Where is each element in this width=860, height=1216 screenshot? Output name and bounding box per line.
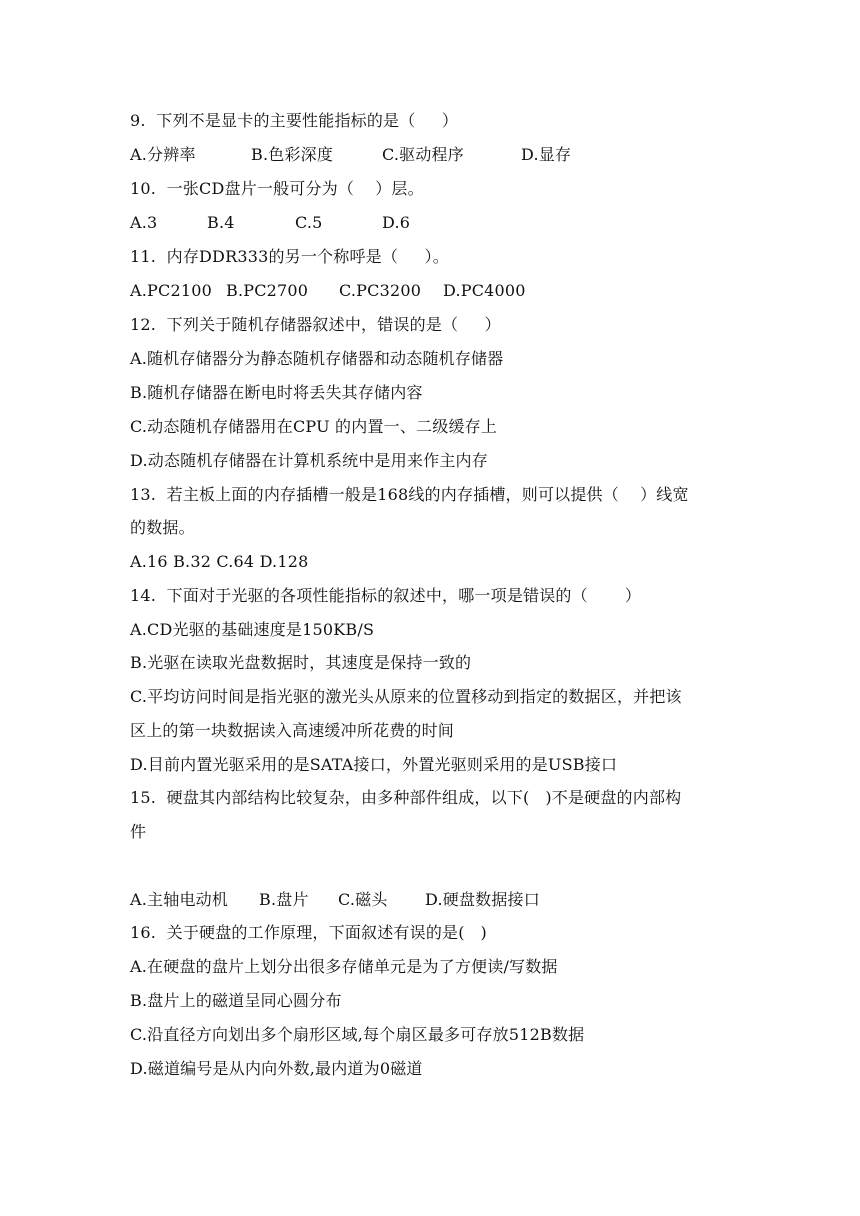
question-9-option-c: C.驱动程序 xyxy=(382,145,464,164)
question-14-option-d: D.目前内置光驱采用的是SATA接口，外置光驱则采用的是USB接口 xyxy=(130,755,618,774)
question-10-option-b: B.4 xyxy=(207,213,235,232)
question-12-option-d: D.动态随机存储器在计算机系统中是用来作主内存 xyxy=(130,451,488,470)
question-10-stem: 10. 一张CD盘片一般可分为（ ）层。 xyxy=(130,179,424,198)
question-9-option-d: D.显存 xyxy=(521,145,572,164)
question-16-stem: 16. 关于硬盘的工作原理，下面叙述有误的是( ) xyxy=(130,923,487,942)
question-11-option-d: D.PC4000 xyxy=(443,281,526,300)
question-16-option-d: D.磁道编号是从内向外数,最内道为0磁道 xyxy=(130,1059,423,1078)
question-14-option-b: B.光驱在读取光盘数据时，其速度是保持一致的 xyxy=(130,653,472,672)
question-15-stem-line-1: 15. 硬盘其内部结构比较复杂，由多种部件组成，以下( )不是硬盘的内部构 xyxy=(130,788,682,807)
question-14-stem: 14. 下面对于光驱的各项性能指标的叙述中，哪一项是错误的（ ） xyxy=(130,586,642,605)
question-15-option-c: C.磁头 xyxy=(338,890,388,909)
question-11-option-c: C.PC3200 xyxy=(339,281,422,300)
question-14-option-a: A.CD光驱的基础速度是150KB/S xyxy=(130,620,375,639)
question-9-stem: 9. 下列不是显卡的主要性能指标的是（ ） xyxy=(130,111,459,130)
question-12-option-b: B.随机存储器在断电时将丢失其存储内容 xyxy=(130,383,423,402)
question-12-option-c: C.动态随机存储器用在CPU 的内置一、二级缓存上 xyxy=(130,417,498,436)
question-9-option-b: B.色彩深度 xyxy=(251,145,334,164)
question-12-option-a: A.随机存储器分为静态随机存储器和动态随机存储器 xyxy=(130,349,504,368)
question-14-option-c-line-2: 区上的第一块数据读入高速缓冲所花费的时间 xyxy=(130,721,455,740)
question-11-option-b: B.PC2700 xyxy=(226,281,309,300)
question-15-option-d: D.硬盘数据接口 xyxy=(425,890,540,909)
question-12-stem: 12. 下列关于随机存储器叙述中，错误的是（ ） xyxy=(130,315,501,334)
question-13-stem-line-1: 13. 若主板上面的内存插槽一般是168线的内存插槽，则可以提供（ ）线宽 xyxy=(130,485,689,504)
question-11-option-a: A.PC2100 xyxy=(130,281,212,300)
question-10-option-d: D.6 xyxy=(382,213,411,232)
question-10-option-a: A.3 xyxy=(130,213,158,232)
question-15-option-b: B.盘片 xyxy=(259,890,309,909)
question-9-option-a: A.分辨率 xyxy=(130,145,196,164)
question-16-option-b: B.盘片上的磁道呈同心圆分布 xyxy=(130,991,342,1010)
question-10-option-c: C.5 xyxy=(295,213,323,232)
question-15-option-a: A.主轴电动机 xyxy=(130,890,229,909)
question-14-option-c-line-1: C.平均访问时间是指光驱的激光头从原来的位置移动到指定的数据区，并把该 xyxy=(130,687,682,706)
question-11-stem: 11. 内存DDR333的另一个称呼是（ ）。 xyxy=(130,247,449,266)
question-16-option-c: C.沿直径方向划出多个扇形区域,每个扇区最多可存放512B数据 xyxy=(130,1025,585,1044)
question-15-stem-line-2: 件 xyxy=(130,822,147,841)
question-13-options: A.16 B.32 C.64 D.128 xyxy=(130,552,309,571)
question-13-stem-line-2: 的数据。 xyxy=(130,518,195,537)
question-16-option-a: A.在硬盘的盘片上划分出很多存储单元是为了方便读/写数据 xyxy=(130,957,558,976)
